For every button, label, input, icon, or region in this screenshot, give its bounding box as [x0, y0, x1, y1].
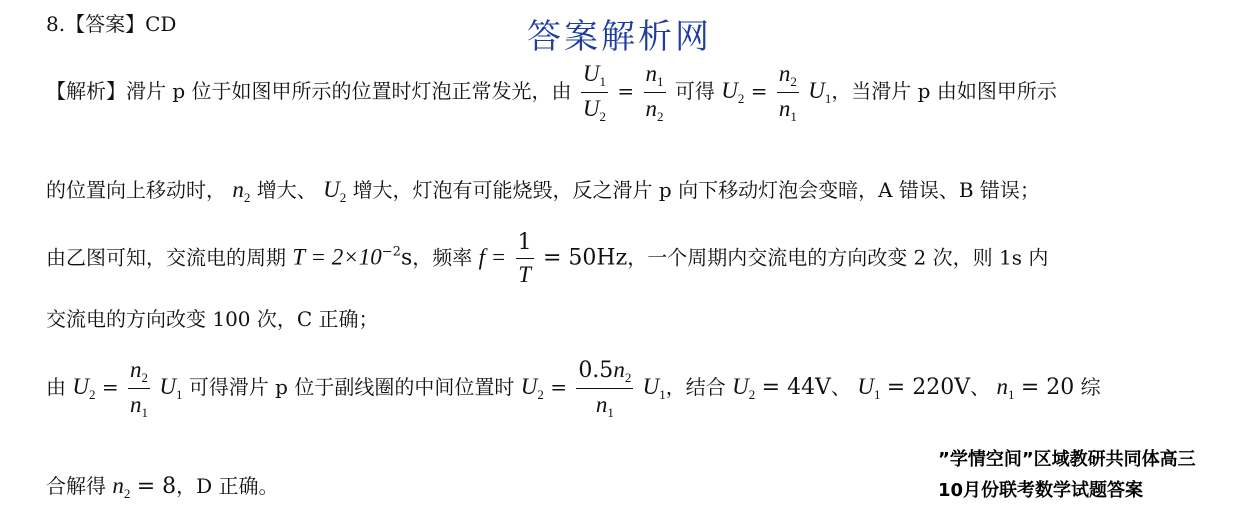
sub: 2	[748, 387, 756, 402]
text: 由	[46, 375, 66, 399]
freq-value: = 50Hz	[543, 245, 628, 271]
sym: U	[732, 374, 749, 399]
equals: =	[617, 79, 635, 103]
formula	[323, 177, 347, 205]
sym: U	[582, 96, 600, 121]
sub: 1	[659, 387, 666, 402]
sub: 2	[657, 109, 664, 124]
sym: n	[129, 357, 142, 382]
text: 可得	[674, 79, 715, 103]
num: 1	[516, 232, 534, 259]
text: 可得滑片 p 位于副线圈的中间位置时	[188, 375, 515, 399]
text: ，结合	[665, 375, 726, 399]
half: 0.5	[578, 358, 614, 383]
sub: 1	[1007, 387, 1015, 402]
formula	[520, 374, 544, 402]
analysis-line-5	[46, 358, 1101, 419]
sym: n	[613, 357, 625, 382]
formula	[857, 374, 881, 402]
sub: 2	[737, 91, 745, 106]
formula	[808, 78, 832, 106]
sym: U	[808, 78, 825, 103]
text: ，一个周期内交流电的方向改变 2 次，则 1s 内	[627, 245, 1049, 270]
text: 合解得	[46, 474, 106, 498]
sub: 2	[537, 387, 544, 402]
sub: 2	[790, 74, 797, 89]
text: 增大、	[256, 178, 317, 202]
formula	[732, 374, 756, 402]
value: = 20	[1020, 375, 1075, 400]
sym: n	[778, 96, 791, 121]
equals: =	[101, 375, 119, 399]
fraction-n2-n1	[128, 358, 150, 419]
footer-line-1: ”学情空间”区域教研共同体高三	[938, 449, 1196, 470]
text: 由乙图可知，交流电的周期	[46, 245, 286, 270]
sym: n	[645, 61, 657, 86]
equals: =	[750, 79, 768, 103]
sym: U	[582, 61, 600, 86]
separator: 、	[830, 375, 851, 399]
sub: 1	[873, 387, 881, 402]
analysis-line-3	[46, 232, 1048, 286]
fraction-n2-n1	[777, 62, 799, 123]
sub: 2	[123, 486, 131, 501]
period-formula: T = 2×10	[292, 244, 382, 270]
sym: U	[857, 374, 874, 399]
question-header	[46, 14, 176, 34]
value: = 220V	[886, 375, 971, 400]
question-number: 8.	[46, 12, 66, 36]
sym: n	[129, 392, 142, 417]
answer-value: CD	[145, 12, 177, 36]
footer-watermark	[938, 444, 1196, 506]
sub: 1	[175, 387, 183, 402]
sym: U	[642, 374, 660, 399]
separator: 、	[970, 375, 991, 399]
equals: =	[550, 375, 567, 399]
sym: U	[323, 177, 340, 202]
sub: 2	[243, 190, 251, 205]
sym: U	[721, 78, 738, 103]
watermark: 答案解析网	[527, 17, 712, 57]
formula	[72, 374, 96, 402]
answer-label: 【答案】	[65, 12, 146, 36]
sym: U	[72, 374, 89, 399]
sub: 1	[657, 74, 664, 89]
sym: U	[520, 374, 538, 399]
sub: 1	[141, 405, 148, 420]
sub: 1	[824, 91, 832, 106]
text: ，频率	[412, 245, 473, 270]
sub: 2	[88, 387, 96, 402]
sub: 2	[141, 370, 148, 385]
sub: 2	[624, 370, 632, 385]
text: 综	[1080, 375, 1101, 399]
footer-line-2: 10月份联考数学试题答案	[938, 480, 1144, 501]
sub: 1	[599, 74, 607, 89]
fraction-u1-u2	[581, 62, 608, 123]
sub: 1	[790, 109, 797, 124]
text: 的位置向上移动时，	[46, 178, 226, 202]
value: = 44V	[761, 375, 831, 400]
formula	[112, 473, 131, 501]
text: 交流电的方向改变 100 次，C 正确；	[46, 307, 379, 331]
fraction-n1-n2	[644, 62, 666, 123]
sub: 1	[607, 405, 614, 420]
unit: s	[400, 245, 413, 271]
analysis-line-1	[46, 62, 1057, 123]
text: 滑片 p 位于如图甲所示的位置时灯泡正常发光，由	[126, 79, 572, 103]
sym: n	[232, 177, 244, 202]
formula	[721, 78, 745, 106]
fraction-half-n2-n1	[576, 358, 633, 419]
formula	[232, 177, 251, 205]
formula	[642, 374, 666, 402]
sym: n	[645, 96, 657, 121]
text: 增大，灯泡有可能烧毁，反之滑片 p 向下移动灯泡会变暗，A 错误、B 错误；	[352, 178, 1040, 202]
analysis-line-6	[46, 474, 279, 500]
analysis-line-2	[46, 178, 1040, 204]
den: T	[518, 262, 532, 287]
fraction-1-T	[516, 232, 534, 286]
freq-symbol: f =	[478, 244, 507, 270]
value: = 8	[136, 474, 177, 499]
sym: n	[778, 61, 791, 86]
formula	[996, 374, 1015, 402]
formula	[159, 374, 183, 402]
text: ，当滑片 p 由如图甲所示	[831, 79, 1057, 103]
text: ，D 正确。	[176, 474, 279, 498]
sym: U	[159, 374, 176, 399]
sym: n	[112, 473, 124, 498]
exponent: −2	[381, 244, 401, 260]
sym: n	[595, 392, 608, 417]
sym: n	[996, 374, 1008, 399]
sub: 2	[599, 109, 607, 124]
analysis-line-4	[46, 309, 379, 329]
sub: 2	[339, 190, 347, 205]
analysis-label: 【解析】	[46, 79, 126, 103]
